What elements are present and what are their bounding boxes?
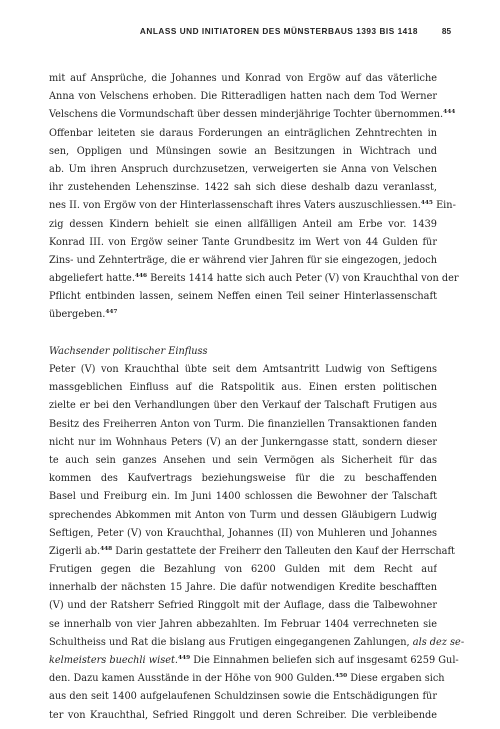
- text-line: zielte er bei den Verhandlungen über den Verkauf der Talschaft Frutigen aus: [49, 400, 437, 412]
- text-line: Basel und Freiburg ein. Im Juni 1400 schlossen die Bewohner der Talschaft: [49, 491, 437, 503]
- italic-quote: kelmeisters buechli wiset.: [49, 655, 179, 666]
- text-run: Die Einnahmen beliefen sich auf insgesamt 6259 Gul-: [190, 655, 459, 666]
- text-run: den. Dazu kamen Ausstände in der Höhe von 900 Gulden.: [49, 673, 336, 685]
- text-line: sprechendes Abkommen mit Anton von Turm und dessen Gläubigern Ludwig: [49, 509, 437, 521]
- text-line: Frutigen gegen die Bezahlung von 6200 Gulden mit dem Recht auf: [49, 564, 437, 576]
- footnote-ref[interactable]: 449: [178, 655, 191, 661]
- text-line: se innerhalb von vier Jahren abbezahlten. Im Februar 1404 verrechneten sie: [49, 618, 437, 630]
- text-line: Offenbar leiteten sie daraus Forderungen an einträglichen Zehntrechten in: [49, 127, 437, 139]
- text-run: Zigerli ab.: [49, 545, 101, 557]
- text-run: nes II. von Ergöw von der Hinterlassenschaft ihres Vaters auszuschliessen.: [49, 200, 421, 212]
- text-line: sen, Oppligen und Münsingen sowie an Besitzungen in Wichtrach und: [49, 145, 437, 157]
- page-number: 85: [441, 27, 451, 36]
- text-run: Ein-: [432, 200, 456, 212]
- text-line: [49, 197, 456, 215]
- text-line: Peter (V) von Krauchthal übte seit dem Amtsantritt Ludwig von Seftigens: [49, 364, 437, 375]
- paragraph: [49, 70, 459, 325]
- text-run: Darin gestattete der Freiherr den Talleuten den Kauf der Herrschaft: [112, 545, 455, 557]
- footnote-ref[interactable]: 445: [420, 200, 433, 207]
- body-text: [49, 70, 465, 725]
- text-run: übergeben.: [49, 309, 106, 321]
- text-line: aus den seit 1400 aufgelaufenen Schuldzinsen sowie die Entschädigungen für: [49, 691, 437, 703]
- text-line: Anna von Velschens erhoben. Die Ritteradligen hatten nach dem Tod Werner: [49, 91, 437, 103]
- text-line: Konrad III. von Ergöw seiner Tante Grundbesitz im Wert von 44 Gulden für: [49, 236, 437, 248]
- text-line: ihr zustehenden Lehenszinse. 1422 sah sich diese deshalb dazu veranlasst,: [49, 182, 437, 194]
- text-line: Zins- und Zehnterträge, die er während vier Jahren für sie eingezogen, jedoch: [49, 254, 437, 266]
- text-line: Pflicht entbinden lassen, seinem Neffen einen Teil seiner Hinterlassenschaft: [49, 291, 437, 303]
- text-line: [49, 270, 459, 288]
- text-line: te auch sein ganzes Ansehen und sein Vermögen als Sicherheit für das: [49, 454, 437, 466]
- text-line: (V) und der Ratsherr Sefried Ringgolt mit der Auflage, dass die Talbewohner: [49, 600, 437, 612]
- text-line: Besitz des Freiherren Anton von Turm. Die finanziellen Transaktionen fanden: [49, 418, 437, 430]
- text-line: kommen des Kaufvertrags beziehungsweise für die zu beschaffenden: [49, 473, 437, 485]
- text-run: abgeliefert hatte.: [49, 273, 135, 285]
- text-line: ab. Um ihren Anspruch durchzusetzen, verweigerten sie Anna von Velschen: [49, 163, 437, 175]
- text-line: mit auf Ansprüche, die Johannes und Konrad von Ergöw auf das väterliche: [49, 73, 437, 84]
- italic-quote: als dez se-: [412, 636, 465, 648]
- text-line: innerhalb der nächsten 15 Jahre. Die dafür notwendigen Kredite beschafften: [49, 582, 437, 594]
- text-run: Schultheiss und Rat die bislang aus Frutigen eingegangenen Zahlungen,: [49, 636, 413, 648]
- text-line: massgeblichen Einfluss auf die Ratspolitik aus. Einen ersten politischen: [49, 382, 437, 394]
- text-line: [49, 543, 455, 561]
- paragraph: [49, 361, 465, 725]
- text-line: [49, 652, 459, 670]
- text-line: ter von Krauchthal, Sefried Ringgolt und deren Schreiber. Die verbleibende: [49, 709, 437, 721]
- text-line: [49, 634, 465, 652]
- paragraph-gap: [49, 325, 437, 343]
- text-line: [49, 670, 445, 688]
- text-line: Seftigen, Peter (V) von Krauchthal, Johannes (II) von Muhleren und Johannes: [49, 527, 437, 539]
- text-line: [49, 306, 437, 324]
- footnote-ref[interactable]: 448: [100, 545, 113, 552]
- footnote-ref[interactable]: 450: [335, 673, 348, 680]
- footnote-ref[interactable]: 444: [443, 109, 456, 116]
- text-run: Bereits 1414 hatte sich auch Peter (V) von Krauchthal von der: [147, 273, 459, 285]
- page-header: [0, 27, 500, 41]
- footnote-ref[interactable]: 446: [134, 273, 148, 280]
- text-run: Velschens die Vormundschaft über dessen minderjährige Tochter übernommen.: [49, 109, 444, 121]
- text-line: zig dessen Kindern behielt sie einen allfälligen Anteil am Erbe vor. 1439: [49, 218, 437, 230]
- footnote-ref[interactable]: 447: [105, 309, 118, 316]
- text-run: Diese ergaben sich: [347, 673, 445, 685]
- running-title: ANLASS UND INITIATOREN DES MÜNSTERBAUS 1393 BIS 1418: [139, 27, 418, 36]
- text-line: nicht nur im Wohnhaus Peters (V) an der Junkerngasse statt, sondern dieser: [49, 436, 437, 448]
- text-line: [49, 106, 456, 124]
- section-heading: Wachsender politischer Einfluss: [49, 345, 208, 357]
